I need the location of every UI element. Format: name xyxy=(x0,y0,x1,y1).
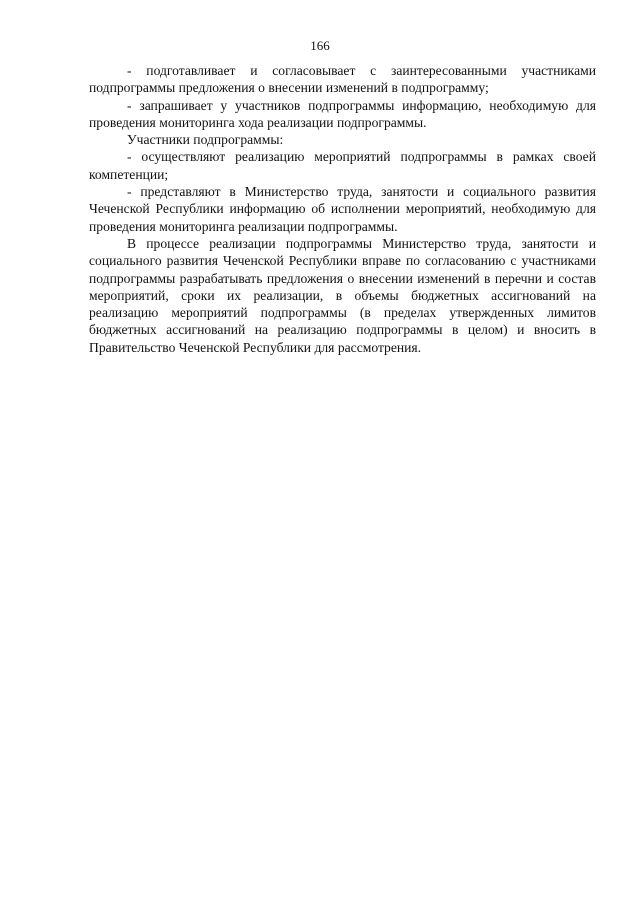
paragraph-participants-heading: Участники подпрограммы: xyxy=(127,132,284,148)
page-number: 166 xyxy=(310,38,330,53)
paragraph-ministry-rights: В процессе реализации подпрограммы Министерство труда, занятости и социального развития Чеченской Республики вправе по согласованию с участниками подпрограммы разрабатывать предложения о внесении изменений в перечни и состав мероприятий, сроки их реализации, в объемы бюджетных ассигнований на реализацию мероприятий подпрограммы (в пределах утвержденных лимитов бюджетных ассигнований на реализацию подпрограммы в целом) и вносить в Правительство Чеченской Республики для рассмотрения. xyxy=(89,235,596,355)
paragraph-request-information: - запрашивает у участников подпрограммы информацию, необходимую для проведения мониторинга хода реализации подпрограммы. xyxy=(89,97,596,130)
document-body xyxy=(89,62,596,356)
paragraph-implement-activities: - осуществляют реализацию мероприятий подпрограммы в рамках своей компетенции; xyxy=(89,149,596,182)
paragraph-submit-information: - представляют в Министерство труда, занятости и социального развития Чеченской Республики информацию об исполнении мероприятий, необходимую для проведения мониторинга реализации подпрограммы. xyxy=(89,184,596,234)
paragraph-prepare-proposals: - подготавливает и согласовывает с заинтересованными участниками подпрограммы предложения о внесении изменений в подпрограмму; xyxy=(89,63,596,96)
